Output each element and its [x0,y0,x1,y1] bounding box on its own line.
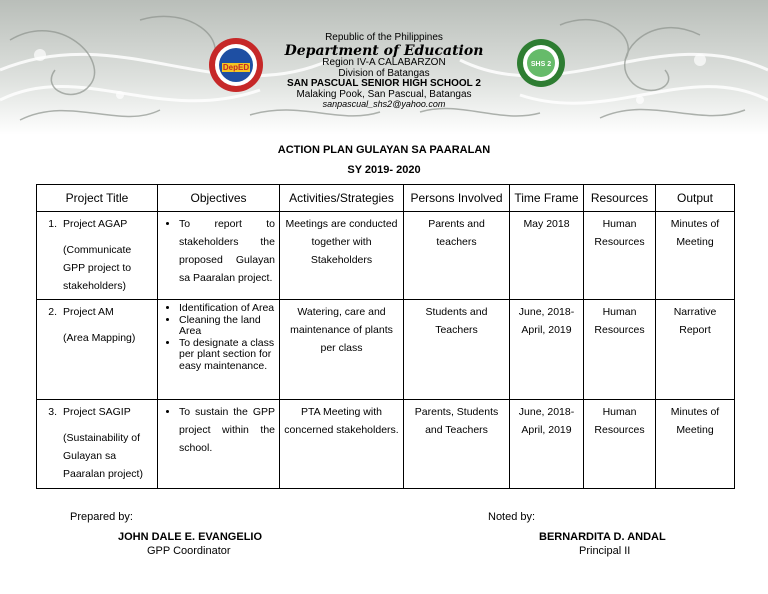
header-persons-involved: Persons Involved [404,185,510,212]
region-line: Region IV-A CALABARZON [322,57,446,69]
deped-seal-text: DepED [222,63,250,72]
persons-cell: Parents and teachers [404,212,510,300]
division-line: Division of Batangas [338,67,430,79]
project-name: Project AGAP [63,218,128,230]
project-cell [37,300,158,400]
project-cell [37,212,158,300]
school-name: SAN PASCUAL SENIOR HIGH SCHOOL 2 [287,78,481,90]
prepared-by-label: Prepared by: [70,511,133,523]
resources-cell: Human Resources [584,300,656,400]
prepared-by-name: JOHN DALE E. EVANGELIO [118,531,263,543]
row-number: 3. [48,406,57,418]
header-time-frame: Time Frame [510,185,584,212]
action-plan-table [36,184,735,489]
objectives-cell [158,300,280,400]
output-cell: Minutes of Meeting [656,212,735,300]
school-year: SY 2019- 2020 [347,164,421,176]
objective-item: • Cleaning the land Area [179,315,275,338]
objective-item: • Identification of Area [179,303,275,315]
noted-by-label: Noted by: [488,511,536,523]
header-output: Output [656,185,735,212]
table-row [37,212,735,300]
activities-cell: Meetings are conducted together with Stakeholders [280,212,404,300]
activities-cell: PTA Meeting with concerned stakeholders. [280,400,404,489]
header-objectives: Objectives [158,185,280,212]
noted-by-name: BERNARDITA D. ANDAL [539,531,666,543]
persons-cell: Students and Teachers [404,300,510,400]
department-name: Department of Education [284,42,484,59]
noted-by-position: Principal II [579,545,631,557]
objective-item: • To report to stakeholders the proposed Gulayan sa Paaralan project. [179,215,275,287]
row-number: 1. [48,218,57,230]
project-description: (Communicate GPP project to stakeholders) [63,244,132,292]
output-cell: Minutes of Meeting [656,400,735,489]
objectives-cell [158,212,280,300]
table-row [37,400,735,489]
time-frame-cell: May 2018 [510,212,584,300]
resources-cell: Human Resources [584,400,656,489]
resources-cell: Human Resources [584,212,656,300]
objectives-cell [158,400,280,489]
republic-line: Republic of the Philippines [325,32,443,43]
document-title: ACTION PLAN GULAYAN SA PAARALAN [277,144,491,156]
school-email: sanpascual_shs2@yahoo.com [322,99,446,110]
row-number: 2. [48,306,57,318]
school-seal-text: SHS 2 [530,61,552,68]
project-name: Project SAGIP [63,406,131,418]
output-cell: Narrative Report [656,300,735,400]
activities-cell: Watering, care and maintenance of plants per class [280,300,404,400]
project-description: (Area Mapping) [63,332,136,344]
header-resources: Resources [584,185,656,212]
school-address: Malaking Pook, San Pascual, Batangas [296,88,472,100]
time-frame-cell: June, 2018- April, 2019 [510,400,584,489]
project-description: (Sustainability of Gulayan sa Paaralan project) [63,432,143,480]
project-name: Project AM [63,306,114,318]
table-header-row [37,185,735,212]
table-row [37,300,735,400]
objective-item: • To designate a class per plant section for easy maintenance. [179,338,275,373]
project-cell [37,400,158,489]
header-project-title: Project Title [37,185,158,212]
persons-cell: Parents, Students and Teachers [404,400,510,489]
objective-item: • To sustain the GPP project within the school. [179,403,275,457]
time-frame-cell: June, 2018- April, 2019 [510,300,584,400]
header-activities: Activities/Strategies [280,185,404,212]
prepared-by-position: GPP Coordinator [147,545,231,557]
letterhead [0,33,768,110]
